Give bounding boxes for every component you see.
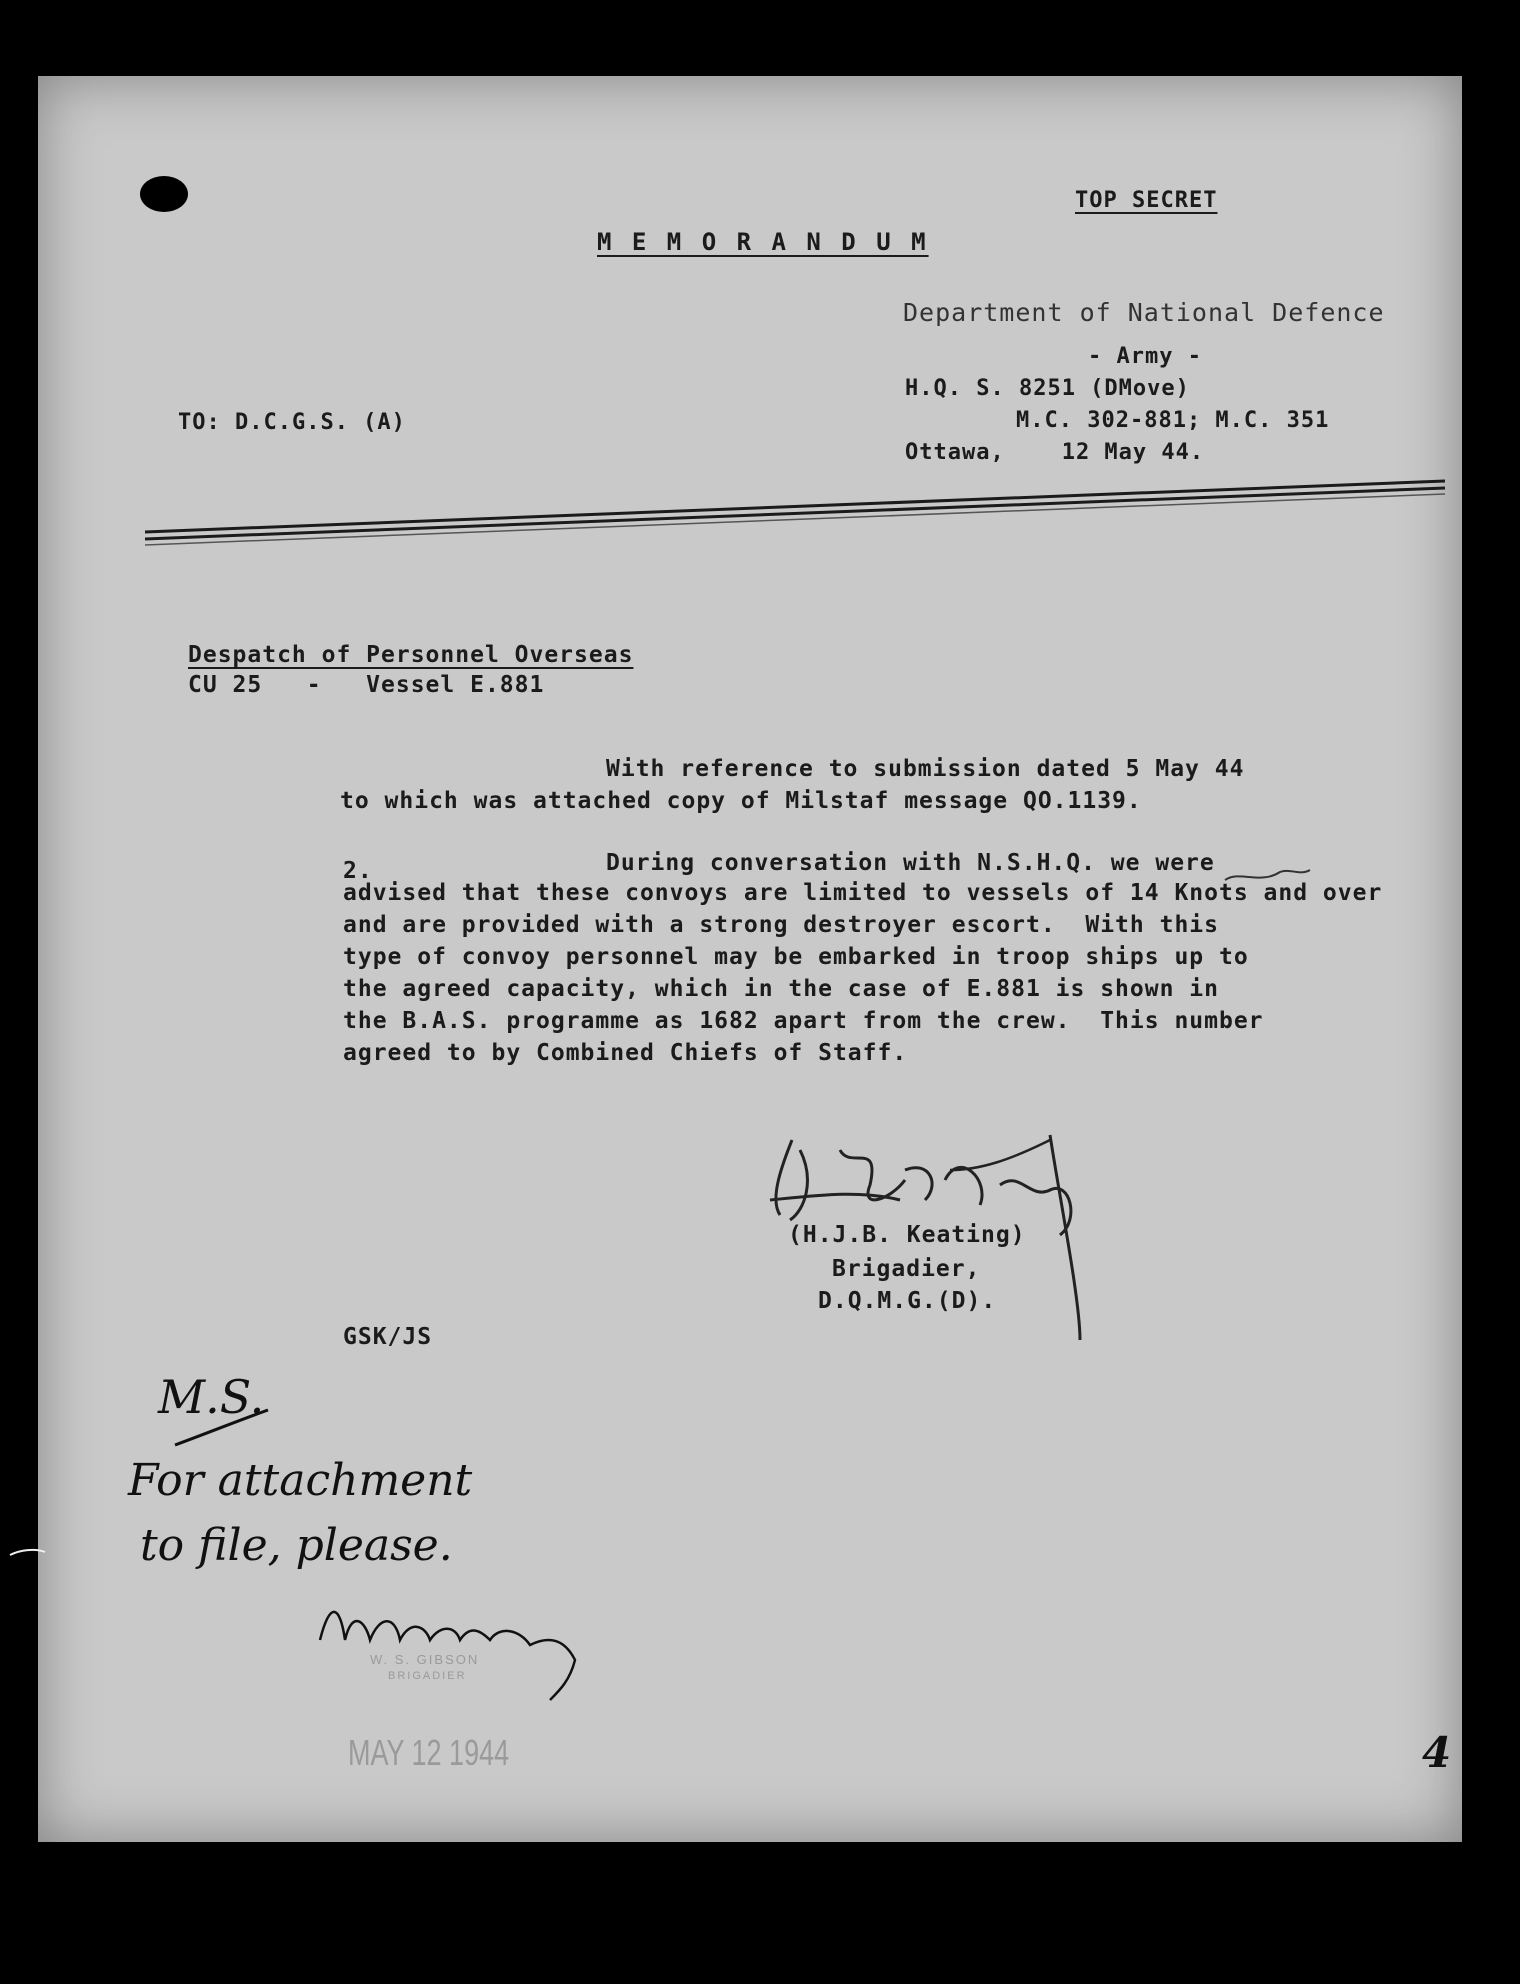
para2-line3: and are provided with a strong destroyer escort. With this xyxy=(343,912,1219,938)
para2-number: 2. xyxy=(343,858,373,884)
para1-line2: to which was attached copy of Milstaf message QO.1139. xyxy=(340,788,1142,814)
place-date: Ottawa, 12 May 44. xyxy=(905,440,1205,465)
reference-mc: M.C. 302-881; M.C. 351 xyxy=(1016,408,1330,433)
para2-line4: type of convoy personnel may be embarked in troop ships up to xyxy=(343,944,1249,970)
handwritten-ms: M.S. xyxy=(158,1370,265,1424)
memo-title: M E M O R A N D U M xyxy=(597,228,929,256)
classification-label: TOP SECRET xyxy=(1075,188,1218,213)
signatory-name: (H.J.B. Keating) xyxy=(788,1222,1026,1248)
signatory-title: D.Q.M.G.(D). xyxy=(818,1288,997,1314)
para2-line1: During conversation with N.S.H.Q. we were xyxy=(606,850,1215,876)
from-department: Department of National Defence xyxy=(903,298,1385,327)
to-line: TO: D.C.G.S. (A) xyxy=(178,410,406,435)
handwritten-line-2: to file, please. xyxy=(140,1520,453,1571)
stamp-rank: BRIGADIER xyxy=(388,1670,467,1682)
handwritten-line-1: For attachment xyxy=(128,1455,473,1506)
signatory-rank: Brigadier, xyxy=(832,1256,981,1282)
page-mark: 4 xyxy=(1422,1728,1452,1777)
typist-initials: GSK/JS xyxy=(343,1324,433,1350)
para2-line7: agreed to by Combined Chiefs of Staff. xyxy=(343,1040,908,1066)
para2-line5: the agreed capacity, which in the case of E.881 is shown in xyxy=(343,976,1219,1002)
para2-line2: advised that these convoys are limited to vessels of 14 Knots and over xyxy=(343,880,1383,906)
stamp-name: W. S. GIBSON xyxy=(370,1652,480,1667)
date-stamp: MAY 12 1944 xyxy=(348,1732,510,1773)
para1-line1: With reference to submission dated 5 May 44 xyxy=(606,756,1245,782)
subject-line-2: CU 25 - Vessel E.881 xyxy=(188,672,545,698)
from-branch: - Army - xyxy=(1088,344,1202,369)
subject-line-1: Despatch of Personnel Overseas xyxy=(188,642,634,668)
para2-line6: the B.A.S. programme as 1682 apart from the crew. This number xyxy=(343,1008,1264,1034)
reference-hq: H.Q. S. 8251 (DMove) xyxy=(905,376,1190,401)
